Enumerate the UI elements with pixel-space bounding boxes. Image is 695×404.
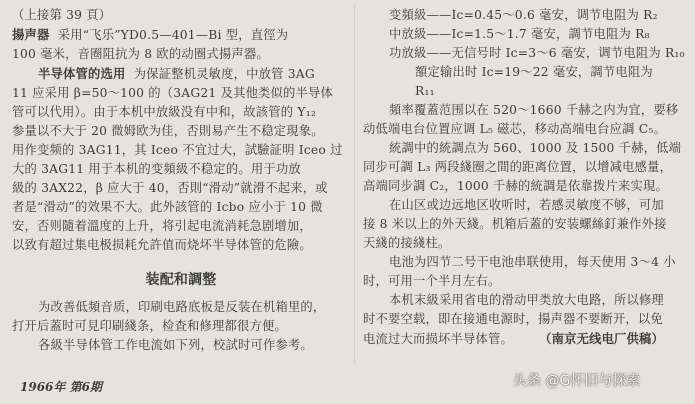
speaker-line-2: 100 毫米，音圈阻抗为 8 欧的动圈式揚声器。 — [12, 47, 269, 61]
para-line — [363, 329, 685, 349]
para-line: 接 8 米以上的外天綫。机箱后蓋的安装螺絲釘兼作外接 — [363, 217, 667, 231]
continued-note: （上接第 39 頁） — [12, 8, 112, 22]
column-divider — [354, 4, 355, 364]
para-line: 本机末級采用省电的滑动甲类放大电路，所以修理 — [389, 293, 664, 307]
semi-heading: 半导体管的选用 — [38, 66, 126, 81]
section-title: 装配和調整 — [145, 272, 217, 288]
para-line: 頻率覆蓋范围以在 520～1660 千赫之内为宜，要移 — [389, 103, 679, 117]
issue-footer: 1966年 第6期 — [20, 380, 102, 394]
semi-line: 以致有超过集电极损耗允許值而烧坏半导体管的危險。 — [12, 238, 312, 252]
assembly-line: 各級半导体管工作电流如下列，校試时可作参考。 — [38, 338, 313, 352]
semi-line: 参量以不大于 20 微姆欧为佳，否則易产生不稳定現象。 — [12, 124, 324, 138]
current-line: R₁₁ — [415, 84, 435, 98]
assembly-line: 为改善低頻音质，印刷电路底板是反装在机箱里的， — [38, 300, 326, 314]
assembly-line: 打开后蓋时可見印刷綫条，检查和修理都很方便。 — [12, 319, 287, 333]
speaker-line-1: 采用“飞乐”YD0.5—401—Bi 型，直徑为 — [57, 28, 289, 42]
para-line: 統調中的統調点为 560、1000 及 1500 千赫，低端 — [389, 141, 682, 155]
watermark: 头条 @G怀旧与探索 — [513, 373, 641, 389]
para-line: 在山区或边远地区收听时，若感灵敏度不够，可加 — [389, 198, 664, 212]
right-column — [363, 6, 685, 349]
semi-line: 大的 3AG11 用于本机的变頻級不稳定的。用于功放 — [12, 162, 301, 176]
current-line: 功放級——无信号时 Ic=3～6 毫安，调节电阻为 R₁₀ — [389, 46, 685, 60]
speaker-heading: 揚声器 — [12, 27, 50, 42]
semi-first-line: 为保証整机灵敏度，中放管 3AG — [133, 67, 315, 81]
current-line: 中放級——Ic=1.5～1.7 毫安，調节电阻为 R₈ — [389, 27, 650, 41]
para-line: 动低端电台位置应调 L₅ 磁芯，移动高端电台应調 C₅。 — [363, 122, 666, 136]
credit: （南京无线电厂供稿） — [539, 331, 665, 346]
para-line-text: 电流过大而损坏半导体管。 — [363, 332, 513, 346]
para-line: 时，可用一个半月左右。 — [363, 274, 501, 288]
current-line: 額定输出时 Ic=19～22 毫安，調节电阻为 — [415, 65, 653, 79]
semi-paragraph-start — [12, 64, 350, 84]
semi-line: 者是“滑动”的效果不大。此外該管的 Icbo 应小于 10 微 — [12, 200, 323, 214]
para-line: 电池为四节二号干电池串联使用，每天使用 3～4 小 — [389, 255, 676, 269]
semi-line: 安，否则隨着溫度的上升，将引起电流消耗急剧增加， — [12, 219, 312, 233]
semi-line: 11 应采用 β=50～100 的（3AG21 及其他类似的半导体 — [12, 86, 334, 100]
para-line: 同步可調 L₃ 两段綫圈之間的距离位置，以增减电感量， — [363, 160, 673, 174]
para-line: 天綫的接綫柱。 — [363, 236, 451, 250]
semi-line: 管可以代用）。由于本机中放級没有中和，故該管的 Y₁₂ — [12, 105, 316, 119]
current-line: 变頻級——Ic=0.45～0.6 毫安，调节电阻为 R₂ — [389, 8, 658, 22]
para-line: 高端同步調 C₂，1000 千赫的統調是依靠拨片来实現。 — [363, 179, 668, 193]
speaker-paragraph — [12, 25, 350, 45]
left-column — [12, 6, 350, 355]
para-line: 时不要空载，即在接通电源时，揚声器不要断开，以免 — [363, 312, 663, 326]
semi-line: 級的 3AX22，β 应大于 40，否則“滑动”就滑不起来，或 — [12, 181, 328, 195]
semi-line: 用作变频的 3AG11，其 Iceo 不宜过大，試驗証明 Iceo 过 — [12, 143, 343, 157]
